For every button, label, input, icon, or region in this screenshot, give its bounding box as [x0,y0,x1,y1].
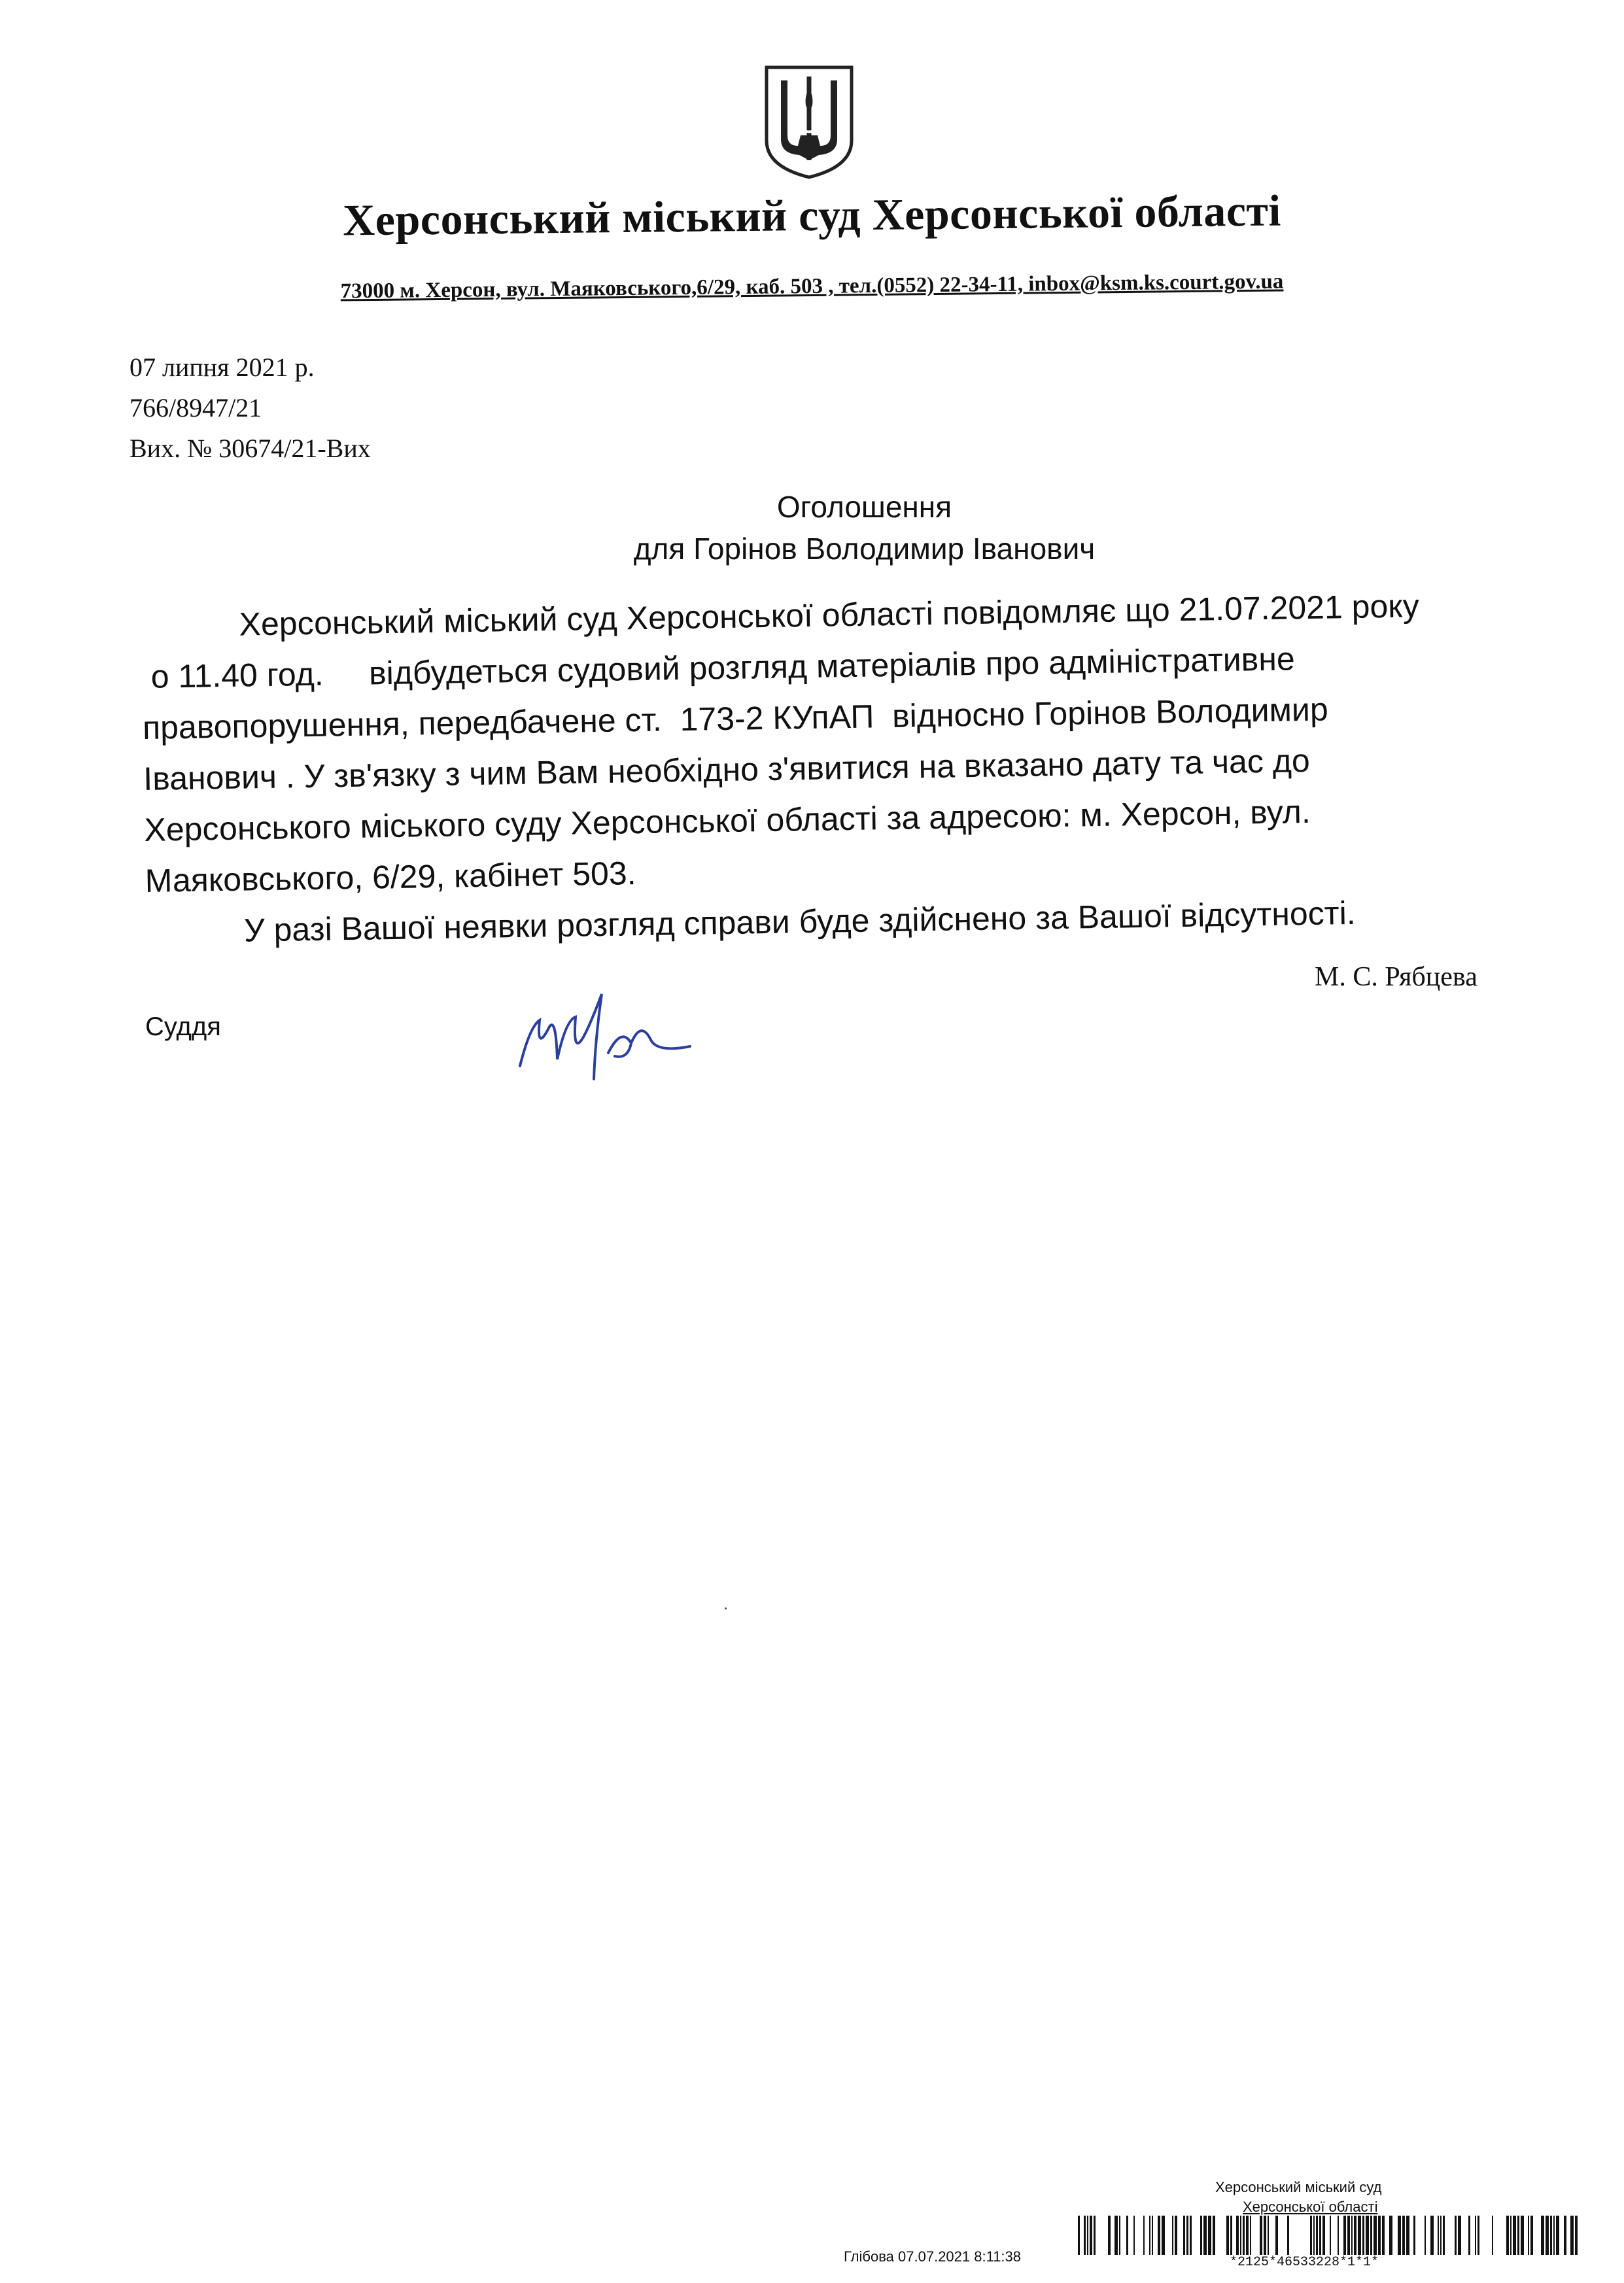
barcode-bar [1246,2216,1249,2255]
court-address: 73000 м. Херсон, вул. Маяковського,6/29, каб. 503 , тел.(0552) 22-34-11, inbox@ksm.ks.court.gov.ua [340,269,1284,303]
barcode-bar [1492,2216,1493,2255]
barcode-bar [1443,2216,1445,2255]
scan-speck [725,1607,727,1609]
barcode-bar [1510,2216,1512,2255]
barcode-bar [1152,2216,1153,2255]
barcode-bar [1183,2216,1185,2255]
paragraph-1 [141,578,1545,906]
paragraph-1-line: Маяковського, 6/29, кабінет 503. [145,855,636,899]
barcode-bar [1564,2216,1566,2255]
paragraph-1-line: Іванович . У зв'язку з чим Вам необхідно з'явитися на вказано дату та час до [143,742,1311,797]
barcode-bar [1087,2216,1088,2255]
judge-label: Суддя [145,1012,221,1041]
barcode-bar [1310,2216,1312,2255]
paragraph-1-line: Херсонський міський суд Херсонської області повідомляє що 21.07.2021 року [239,587,1420,643]
notice-recipient: для Горінов Володимир Іванович [633,532,1096,566]
barcode-bar [1133,2216,1135,2255]
barcode-bar [1175,2216,1177,2255]
paragraph-1-line: правопорушення, передбачене ст. 173-2 КУпАП відносно Горінов Володимир [142,691,1329,746]
barcode-bar [1203,2216,1207,2255]
barcode-bar [1373,2216,1377,2255]
coat-of-arms-icon [760,62,858,180]
barcode-bar [1084,2216,1086,2255]
barcode-bar [1351,2216,1353,2255]
judge-name: М. С. Рябцева [1315,962,1477,992]
notice-title: Оголошення [776,490,952,524]
barcode-bar [1143,2216,1145,2255]
stamp-org-line-1: Херсонський міський суд [1215,2179,1382,2195]
stamp-user-timestamp: Глібова 07.07.2021 8:11:38 [844,2248,1022,2265]
barcode-bar [1458,2216,1461,2255]
barcode-bar [1506,2216,1509,2255]
barcode-bar [1570,2216,1574,2255]
barcode-bar [1475,2216,1476,2255]
barcode-bar [1313,2216,1315,2255]
barcode-bar [1240,2216,1241,2255]
barcode-bar [1546,2216,1549,2255]
barcode-bar [1268,2216,1269,2255]
barcode-bar [1119,2216,1120,2255]
court-name: Херсонський міський суд Херсонської області [342,185,1282,245]
barcode-bar [1553,2216,1555,2255]
barcode [1078,2216,1581,2255]
barcode-bar [1316,2216,1318,2255]
barcode-bar [1425,2216,1426,2255]
barcode-bar [1517,2216,1519,2255]
barcode-bar [1550,2216,1552,2255]
barcode-bar [1378,2216,1381,2255]
barcode-bar [1126,2216,1128,2255]
stamp-org-line-2: Херсонської області [1243,2199,1378,2215]
barcode-bar [1275,2216,1278,2255]
barcode-bar [1440,2216,1442,2255]
barcode-bar [1402,2216,1405,2255]
barcode-bar [1260,2216,1262,2255]
case-number: 766/8947/21 [130,393,262,422]
barcode-bar [1226,2216,1229,2255]
barcode-bar [1438,2216,1439,2255]
barcode-bar [1477,2216,1479,2255]
barcode-bar [1413,2216,1415,2255]
barcode-bar [1090,2216,1092,2255]
barcode-bar [1370,2216,1372,2255]
barcode-bar [1208,2216,1211,2255]
barcode-bar [1366,2216,1369,2255]
barcode-bar [1213,2216,1215,2255]
barcode-bar [1556,2216,1559,2255]
barcode-bar [1338,2216,1339,2255]
handwritten-signature [510,981,700,1086]
barcode-bar [1430,2216,1434,2255]
barcode-bar [1528,2216,1529,2255]
barcode-bar [1362,2216,1364,2255]
barcode-bar [1575,2216,1578,2255]
barcode-bar [1330,2216,1331,2255]
barcode-bar [1250,2216,1251,2255]
barcode-code: *2125*46533228*1*1* [1230,2255,1379,2270]
paragraph-1-line: о 11.40 год. відбудеться судовий розгляд матеріалів про адміністративне [141,640,1296,695]
barcode-bar [1354,2216,1356,2255]
barcode-bar [1149,2216,1150,2255]
barcode-bar [1078,2216,1080,2255]
barcode-bar [1343,2216,1346,2255]
paragraph-1-line: Херсонського міського суду Херсонської області за адресою: м. Херсон, вул. [144,793,1311,848]
barcode-bar [1319,2216,1321,2255]
barcode-bar [1162,2216,1165,2255]
barcode-bar [1190,2216,1192,2255]
barcode-bar [1108,2216,1111,2255]
barcode-bar [1243,2216,1245,2255]
barcode-bar [1186,2216,1188,2255]
barcode-bar [1230,2216,1232,2255]
paragraph-2-line: У разі Вашої неявки розгляд справи буде здійснено за Вашої відсутності. [243,894,1356,949]
barcode-bar [1236,2216,1239,2255]
barcode-bar [1287,2216,1289,2255]
barcode-bar [1530,2216,1533,2255]
document-date: 07 липня 2021 р. [130,352,315,382]
barcode-bar [1398,2216,1401,2255]
barcode-bar [1264,2216,1266,2255]
barcode-bar [1382,2216,1385,2255]
barcode-bar [1455,2216,1457,2255]
barcode-bar [1158,2216,1160,2255]
barcode-bar [1389,2216,1392,2255]
outgoing-number: Вих. № 30674/21-Вих [130,434,371,463]
barcode-bar [1468,2216,1470,2255]
barcode-bar [1521,2216,1524,2255]
barcode-bar [1406,2216,1409,2255]
barcode-bar [1094,2216,1096,2255]
barcode-bar [1358,2216,1361,2255]
barcode-bar [1200,2216,1202,2255]
barcode-bar [1513,2216,1516,2255]
barcode-bar [1172,2216,1173,2255]
barcode-bar [1347,2216,1350,2255]
barcode-bar [1114,2216,1118,2255]
barcode-bar [1322,2216,1325,2255]
barcode-bar [1541,2216,1544,2255]
notice-body [141,578,1546,957]
